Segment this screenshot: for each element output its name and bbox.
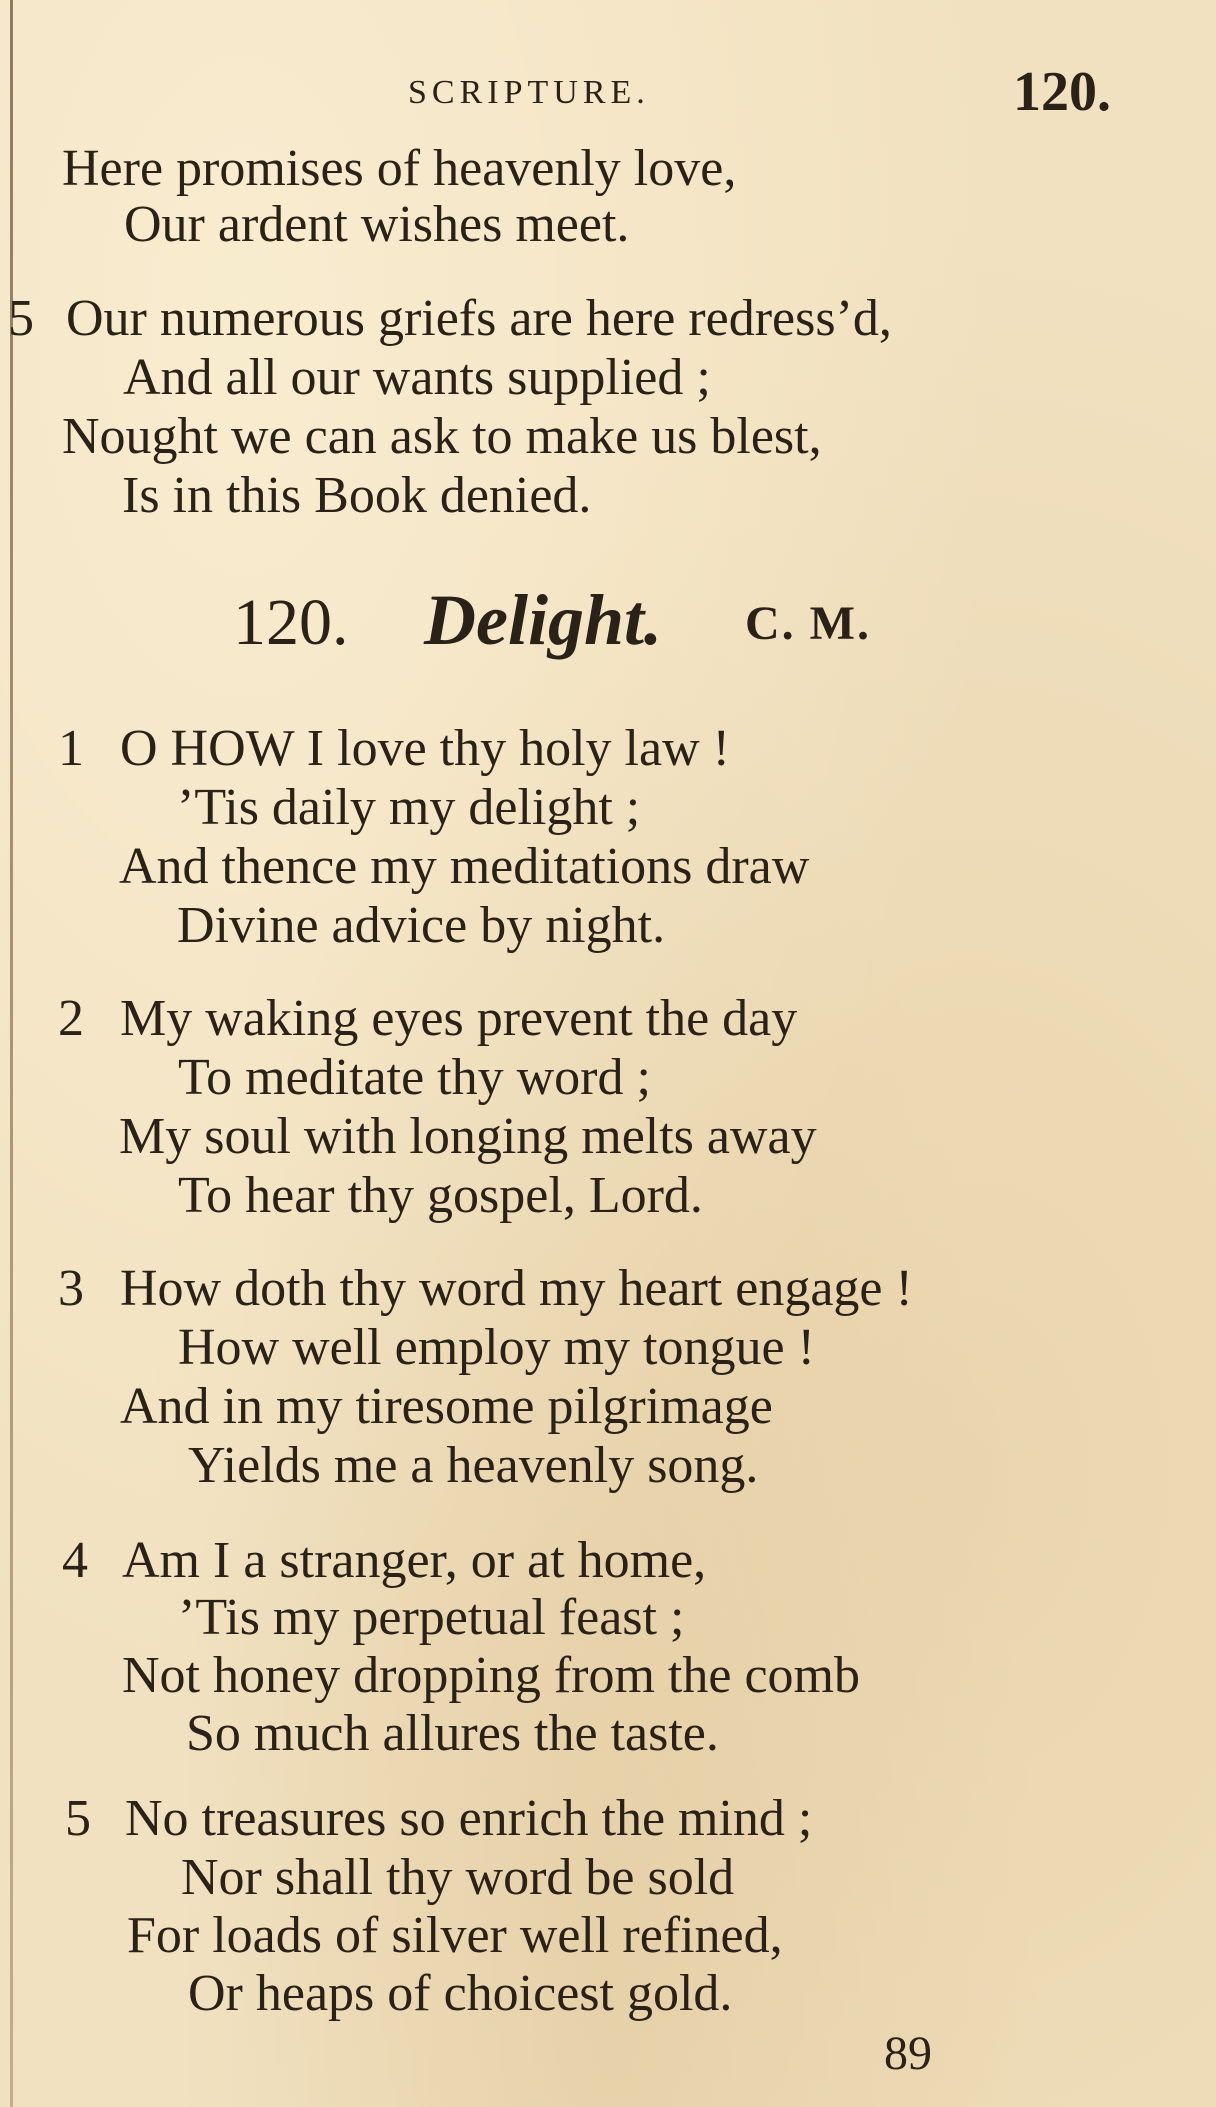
prev-stanza-line-3: Nought we can ask to make us blest, [62, 408, 822, 465]
prev-stanza-line-1: Our numerous griefs are here redress’d, [66, 290, 892, 347]
prev-stanza-number: 5 [8, 290, 34, 347]
stanza-2-line-2: To meditate thy word ; [178, 1049, 651, 1106]
stanza-4-line-3: Not honey dropping from the comb [122, 1647, 860, 1704]
stanza-5-number: 5 [65, 1790, 91, 1847]
stanza-3-number: 3 [58, 1260, 84, 1317]
stanza-1-line-2: ’Tis daily my delight ; [177, 779, 641, 836]
page-number: 120. [1013, 61, 1111, 123]
stanza-1-number: 1 [58, 720, 84, 777]
stanza-3-line-4: Yields me a heavenly song. [188, 1437, 759, 1494]
stanza-2-line-4: To hear thy gospel, Lord. [178, 1167, 703, 1224]
stanza-3-line-1: How doth thy word my heart engage ! [120, 1260, 913, 1317]
continued-line-1: Here promises of heavenly love, [62, 140, 737, 197]
continued-line-2: Our ardent wishes meet. [124, 196, 630, 253]
stanza-3-line-3: And in my tiresome pilgrimage [120, 1378, 773, 1435]
stanza-5-line-1: No treasures so enrich the mind ; [125, 1790, 813, 1847]
stanza-4-number: 4 [62, 1532, 88, 1589]
running-header-title: SCRIPTURE. [408, 74, 650, 111]
prev-stanza-line-2: And all our wants supplied ; [123, 349, 711, 406]
stanza-5-line-3: For loads of silver well refined, [127, 1907, 783, 1964]
hymn-tune-name: Delight. [424, 580, 663, 660]
stanza-4-line-1: Am I a stranger, or at home, [122, 1532, 707, 1589]
hymn-meter: C. M. [745, 597, 871, 650]
stanza-1-line-4: Divine advice by night. [177, 897, 666, 954]
stanza-2-number: 2 [58, 990, 84, 1047]
folio-number: 89 [884, 2027, 932, 2080]
stanza-2-line-1: My waking eyes prevent the day [120, 990, 798, 1047]
stanza-1-line-1: O HOW I love thy holy law ! [120, 720, 730, 777]
stanza-1-line-3: And thence my meditations draw [119, 838, 810, 895]
stanza-4-line-2: ’Tis my perpetual feast ; [178, 1589, 685, 1646]
stanza-3-line-2: How well employ my tongue ! [178, 1319, 815, 1376]
prev-stanza-line-4: Is in this Book denied. [122, 467, 592, 524]
stanza-5-line-4: Or heaps of choicest gold. [188, 1965, 733, 2022]
stanza-4-line-4: So much allures the taste. [186, 1705, 719, 1762]
hymn-number: 120. [233, 586, 349, 659]
stanza-2-line-3: My soul with longing melts away [119, 1108, 817, 1165]
stanza-5-line-2: Nor shall thy word be sold [181, 1849, 735, 1906]
